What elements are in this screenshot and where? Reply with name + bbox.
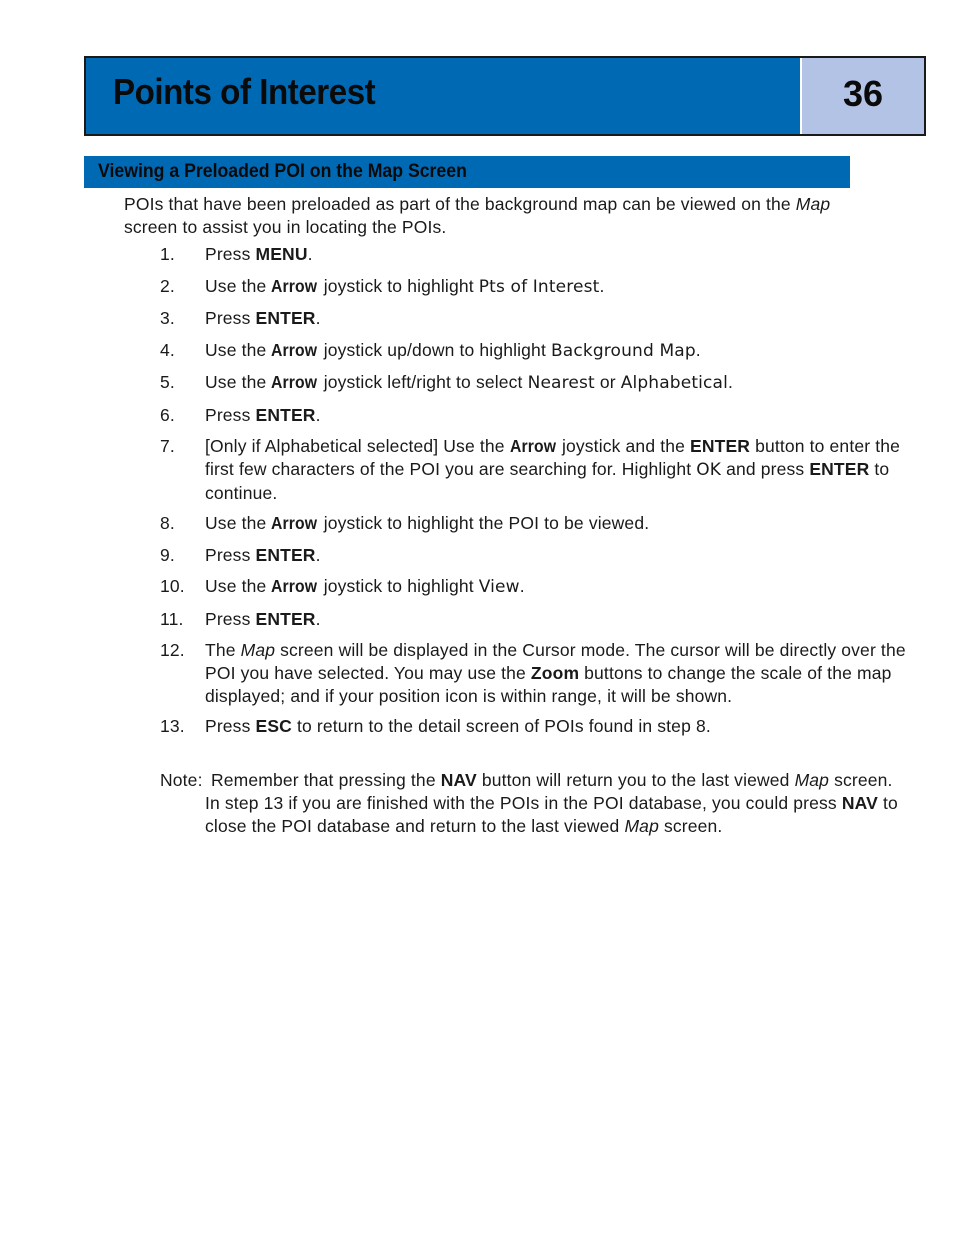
ui-option: Alphabetical xyxy=(620,373,728,393)
key-menu: MENU xyxy=(255,244,308,264)
note-paragraph xyxy=(160,769,910,838)
note-body: Remember that pressing the NAV button will return you to the last viewed Map screen. In step 13 if you are finished with the POIs in the POI database, you could press NAV to close the POI database and return to the last viewed Map screen. xyxy=(205,770,898,836)
key-nav: NAV xyxy=(841,793,878,813)
ui-option: Background Map xyxy=(550,340,696,361)
step-5: 5. Use the Arrow joystick left/right to select Nearest or Alphabetical. xyxy=(160,372,733,393)
step-number: 8. xyxy=(160,513,175,533)
key-nav: NAV xyxy=(440,770,477,790)
key-arrow: Arrow xyxy=(509,436,556,456)
section-title: Viewing a Preloaded POI on the Map Screen xyxy=(98,161,467,182)
step-6: 6. Press ENTER. xyxy=(160,404,321,425)
ui-option: Nearest xyxy=(527,373,595,393)
key-arrow: Arrow xyxy=(271,339,318,360)
key-enter: ENTER xyxy=(255,608,316,629)
page-number-box xyxy=(800,58,924,134)
map-term: Map xyxy=(794,770,830,790)
page-number: 36 xyxy=(842,73,884,114)
step-number: 5. xyxy=(160,372,175,392)
key-enter: ENTER xyxy=(255,404,316,425)
step-7: 7. [Only if Alphabetical selected] Use the Arrow joystick and the ENTER button to enter the first few characters of the POI you are searching for. Highlight OK and press ENTER to continue. xyxy=(160,436,900,503)
ui-option: View xyxy=(478,577,520,597)
step-number: 10. xyxy=(160,576,185,596)
step-number: 3. xyxy=(160,308,175,328)
key-arrow: Arrow xyxy=(271,513,318,533)
ui-option: OK xyxy=(696,460,722,480)
note-label: Note: xyxy=(160,770,203,790)
map-term: Map xyxy=(795,194,831,214)
key-arrow: Arrow xyxy=(271,275,318,296)
key-enter: ENTER xyxy=(255,544,316,565)
step-4: 4. Use the Arrow joystick up/down to highlight Background Map. xyxy=(160,339,701,361)
key-arrow: Arrow xyxy=(271,576,318,596)
instruction-steps xyxy=(160,243,910,747)
step-number: 7. xyxy=(160,436,175,456)
key-enter: ENTER xyxy=(255,308,316,328)
page-title: Points of Interest xyxy=(113,71,376,112)
map-term: Map xyxy=(624,816,659,836)
step-2: 2. Use the Arrow joystick to highlight Pts of Interest. xyxy=(160,275,605,297)
step-number: 6. xyxy=(160,404,175,425)
key-enter: ENTER xyxy=(690,436,751,456)
key-esc: ESC xyxy=(255,716,292,736)
step-number: 12. xyxy=(160,640,185,660)
intro-paragraph: POIs that have been preloaded as part of the background map can be viewed on the Map screen to assist you in locating the POIs. xyxy=(124,194,831,237)
step-number: 2. xyxy=(160,275,175,296)
step-number: 13. xyxy=(160,716,185,736)
step-number: 11. xyxy=(160,608,184,629)
step-3: 3. Press ENTER. xyxy=(160,308,321,328)
step-number: 1. xyxy=(160,244,175,264)
ui-option: Pts of Interest xyxy=(478,276,600,297)
step-number: 9. xyxy=(160,544,175,565)
step-13: 13. Press ESC to return to the detail screen of POIs found in step 8. xyxy=(160,716,711,736)
key-zoom: Zoom xyxy=(530,663,580,683)
step-number: 4. xyxy=(160,339,175,360)
step-11: 11. Press ENTER. xyxy=(160,608,321,629)
step-8: 8. Use the Arrow joystick to highlight the POI to be viewed. xyxy=(160,513,650,533)
step-1: 1. Press MENU. xyxy=(160,244,313,264)
step-12: 12. The Map screen will be displayed in the Cursor mode. The cursor will be directly over the POI you have selected. You may use the Zoom buttons to change the scale of the map displayed; and if your position icon is within range, it will be shown. xyxy=(160,640,906,706)
step-10: 10. Use the Arrow joystick to highlight View. xyxy=(160,576,525,597)
step-9: 9. Press ENTER. xyxy=(160,544,321,565)
section-heading-bar xyxy=(84,156,850,188)
map-term: Map xyxy=(240,640,276,660)
key-arrow: Arrow xyxy=(271,372,318,392)
page-header xyxy=(84,56,926,136)
key-enter: ENTER xyxy=(809,459,870,479)
